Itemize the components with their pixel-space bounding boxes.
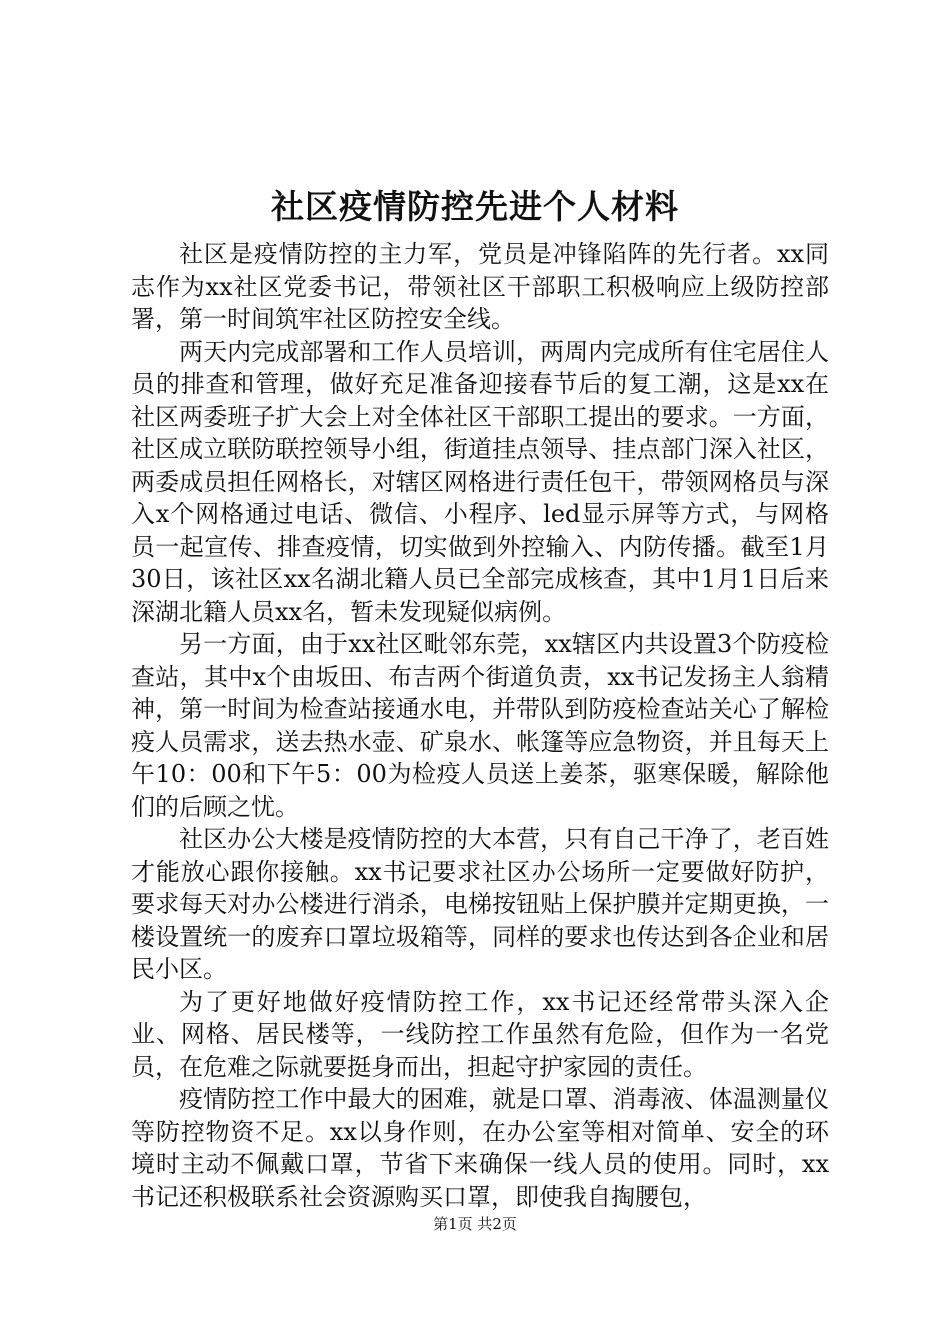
document-title: 社区疫情防控先进个人材料 (271, 187, 679, 226)
paragraph-6: 疫情防控工作中最大的困难，就是口罩、消毒液、体温测量仪等防控物资不足。xx以身作则，在办公室等相对简单、安全的环境时主动不佩戴口罩，节省下来确保一线人员的使用。同时，xx书记还积极联系社会资源购买口罩，即使我自掏腰包， (131, 1085, 829, 1211)
page-number-footer: 第1页 共2页 (433, 1215, 517, 1233)
paragraph-3: 另一方面，由于xx社区毗邻东莞，xx辖区内共设置3个防疫检查站，其中x个由坂田、布吉两个街道负责，xx书记发扬主人翁精神，第一时间为检查站接通水电，并带队到防疫检查站关心了解检疫人员需求，送去热水壶、矿泉水、帐篷等应急物资，并且每天上午10：00和下午5：00为检疫人员送上姜茶，驱寒保暖，解除他们的后顾之忧。 (131, 630, 829, 821)
paragraph-1: 社区是疫情防控的主力军，党员是冲锋陷阵的先行者。xx同志作为xx社区党委书记，带领社区干部职工积极响应上级防控部署，第一时间筑牢社区防控安全线。 (131, 240, 829, 333)
paragraph-2: 两天内完成部署和工作人员培训，两周内完成所有住宅居住人员的排查和管理，做好充足准备迎接春节后的复工潮，这是xx在社区两委班子扩大会上对全体社区干部职工提出的要求。一方面，社区成立联防联控领导小组，街道挂点领导、挂点部门深入社区，两委成员担任网格长，对辖区网格进行责任包干，带领网格员与深入x个网格通过电话、微信、小程序、led显示屏等方式，与网格员一起宣传、排查疫情，切实做到外控输入、内防传播。截至1月30日，该社区xx名湖北籍人员已全部完成核查，其中1月1日后来深湖北籍人员xx名，暂未发现疑似病例。 (131, 337, 829, 626)
paragraph-5: 为了更好地做好疫情防控工作，xx书记还经常带头深入企业、网格、居民楼等，一线防控工作虽然有危险，但作为一名党员，在危难之际就要挺身而出，担起守护家园的责任。 (131, 987, 829, 1081)
document-body (131, 238, 829, 1213)
paragraph-4: 社区办公大楼是疫情防控的大本营，只有自己干净了，老百姓才能放心跟你接触。xx书记要求社区办公场所一定要做好防护，要求每天对办公楼进行消杀，电梯按钮贴上保护膜并定期更换，一楼设置统一的废弃口罩垃圾箱等，同样的要求也传达到各企业和居民小区。 (131, 825, 829, 983)
